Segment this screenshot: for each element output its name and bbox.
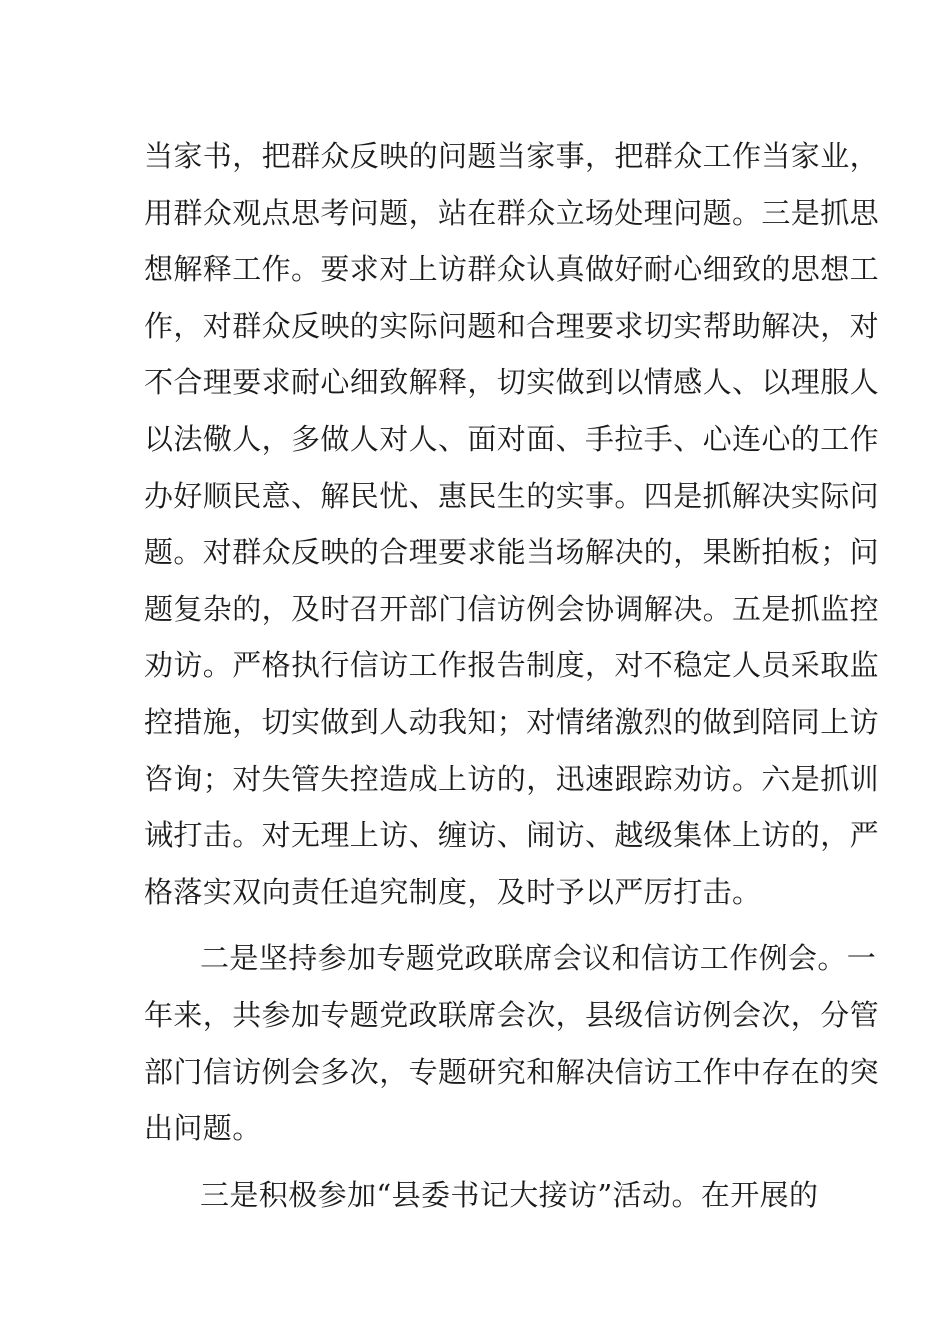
paragraph-2 — [144, 930, 880, 1156]
text-line: 当家书，把群众反映的问题当家事，把群众工作当家业， — [144, 139, 880, 173]
text-line: 作，对群众反映的实际问题和合理要求切实帮助解决，对 — [144, 308, 880, 343]
text-line: 题复杂的，及时召开部门信访例会协调解决。五是抓监控 — [144, 591, 880, 626]
text-line: 格落实双向责任追究制度，及时予以严厉打击。 — [144, 874, 762, 909]
text-line: 三是积极参加“县委书记大接访”活动。在开展的 — [200, 1177, 819, 1212]
text-line: 出问题。 — [144, 1111, 262, 1146]
text-line: 诫打击。对无理上访、缠访、闹访、越级集体上访的，严 — [144, 818, 880, 853]
text-line: 办好顺民意、解民忧、惠民生的实事。四是抓解决实际问 — [144, 478, 880, 513]
text-line: 用群众观点思考问题，站在群众立场处理问题。三是抓思 — [144, 195, 880, 230]
text-line: 题。对群众反映的合理要求能当场解决的，果断拍板；问 — [144, 535, 880, 570]
text-line: 二是坚持参加专题党政联席会议和信访工作例会。一 — [200, 941, 877, 976]
text-line: 咨询；对失管失控造成上访的，迅速跟踪劝访。六是抓训 — [144, 761, 880, 796]
text-line: 不合理要求耐心细致解释，切实做到以情感人、以理服人 — [144, 365, 880, 400]
text-line: 劝访。严格执行信访工作报告制度，对不稳定人员采取监 — [144, 648, 880, 683]
paragraph-1 — [144, 128, 880, 920]
text-line: 年来，共参加专题党政联席会次，县级信访例会次，分管 — [144, 997, 880, 1032]
paragraph-3 — [144, 1167, 819, 1224]
document-body — [144, 128, 880, 1223]
text-line: 以法儆人，多做人对人、面对面、手拉手、心连心的工作 — [144, 421, 880, 456]
text-line: 想解释工作。要求对上访群众认真做好耐心细致的思想工 — [144, 252, 880, 287]
text-line: 部门信访例会多次，专题研究和解决信访工作中存在的突 — [144, 1054, 880, 1089]
text-line: 控措施，切实做到人动我知；对情绪激烈的做到陪同上访 — [144, 704, 880, 739]
